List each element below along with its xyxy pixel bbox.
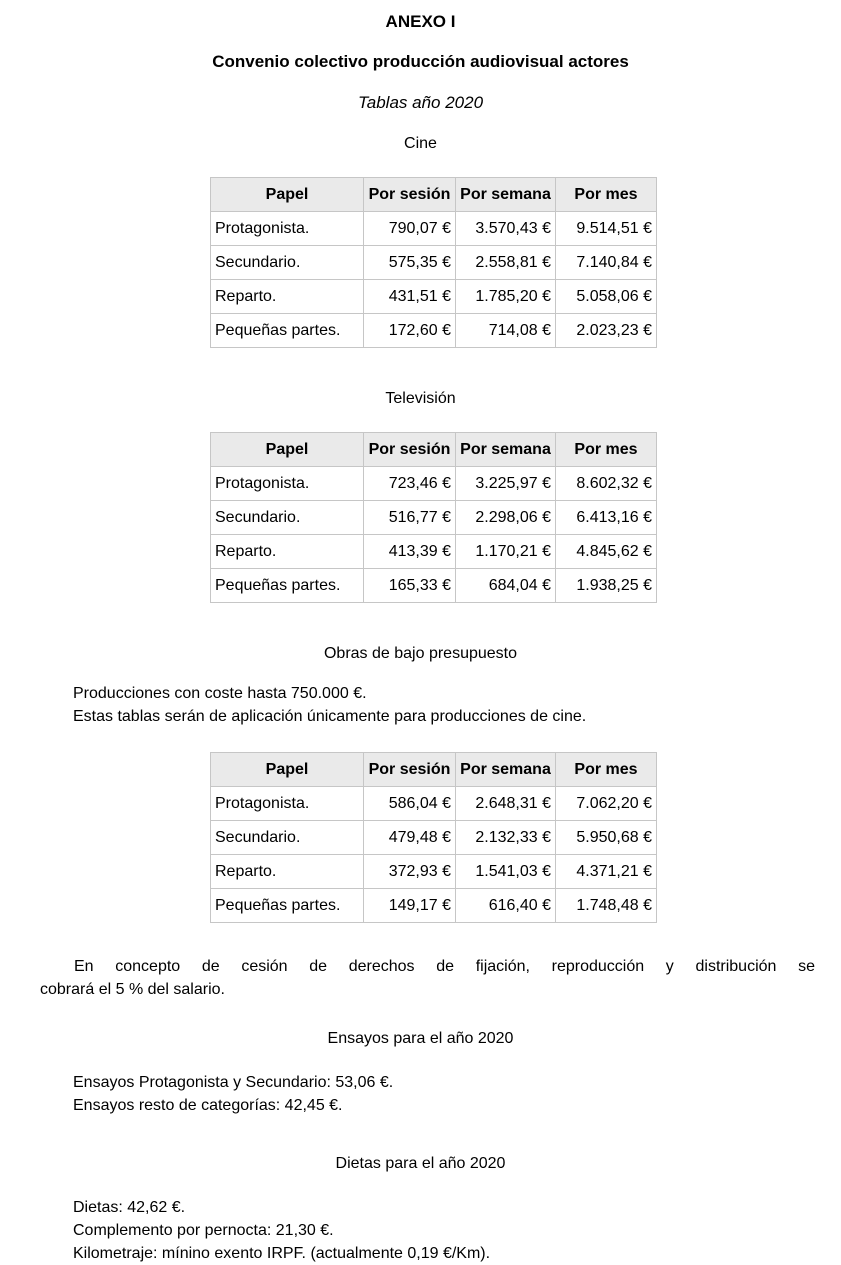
table-header-row <box>211 178 657 212</box>
sesion-cell: 413,39 € <box>364 535 456 569</box>
table-row <box>211 535 657 569</box>
papel-cell: Secundario. <box>211 246 364 280</box>
column-header-papel: Papel <box>211 753 364 787</box>
semana-cell: 2.648,31 € <box>456 787 556 821</box>
semana-cell: 2.132,33 € <box>456 821 556 855</box>
semana-cell: 2.558,81 € <box>456 246 556 280</box>
column-header-mes: Por mes <box>556 753 657 787</box>
dietas-list <box>73 1196 841 1265</box>
ensayos-list <box>73 1071 841 1117</box>
sesion-cell: 516,77 € <box>364 501 456 535</box>
mes-cell: 1.938,25 € <box>556 569 657 603</box>
table-row <box>211 314 657 348</box>
sesion-cell: 586,04 € <box>364 787 456 821</box>
column-header-mes: Por mes <box>556 433 657 467</box>
semana-cell: 2.298,06 € <box>456 501 556 535</box>
cine-table <box>210 177 657 348</box>
mes-cell: 6.413,16 € <box>556 501 657 535</box>
table-row <box>211 889 657 923</box>
table-header-row <box>211 433 657 467</box>
papel-cell: Reparto. <box>211 535 364 569</box>
sesion-cell: 723,46 € <box>364 467 456 501</box>
column-header-sesion: Por sesión <box>364 178 456 212</box>
papel-cell: Pequeñas partes. <box>211 569 364 603</box>
bajo-presupuesto-intro <box>73 682 841 728</box>
semana-cell: 1.541,03 € <box>456 855 556 889</box>
column-header-papel: Papel <box>211 178 364 212</box>
sesion-cell: 172,60 € <box>364 314 456 348</box>
sesion-cell: 149,17 € <box>364 889 456 923</box>
sesion-cell: 575,35 € <box>364 246 456 280</box>
table-row <box>211 855 657 889</box>
papel-cell: Secundario. <box>211 821 364 855</box>
mes-cell: 4.371,21 € <box>556 855 657 889</box>
dietas-line-dietas: Dietas: 42,62 €. <box>73 1199 186 1216</box>
semana-cell: 3.225,97 € <box>456 467 556 501</box>
table-row <box>211 246 657 280</box>
table-row <box>211 569 657 603</box>
column-header-papel: Papel <box>211 433 364 467</box>
sesion-cell: 790,07 € <box>364 212 456 246</box>
intro-line-coste: Producciones con coste hasta 750.000 €. <box>73 685 367 702</box>
document-subtitle: Convenio colectivo producción audiovisual actores <box>212 52 629 71</box>
derechos-line-1: En concepto de cesión de derechos de fijación, reproducción y distribución se <box>74 958 815 975</box>
mes-cell: 2.023,23 € <box>556 314 657 348</box>
table-row <box>211 501 657 535</box>
sesion-cell: 165,33 € <box>364 569 456 603</box>
papel-cell: Reparto. <box>211 855 364 889</box>
semana-cell: 3.570,43 € <box>456 212 556 246</box>
column-header-semana: Por semana <box>456 433 556 467</box>
semana-cell: 684,04 € <box>456 569 556 603</box>
television-table <box>210 432 657 603</box>
ensayos-line-resto: Ensayos resto de categorías: 42,45 €. <box>73 1097 343 1114</box>
papel-cell: Pequeñas partes. <box>211 889 364 923</box>
ensayos-line-protagonista: Ensayos Protagonista y Secundario: 53,06 €. <box>73 1074 394 1091</box>
mes-cell: 5.950,68 € <box>556 821 657 855</box>
column-header-semana: Por semana <box>456 753 556 787</box>
papel-cell: Protagonista. <box>211 467 364 501</box>
mes-cell: 5.058,06 € <box>556 280 657 314</box>
semana-cell: 1.170,21 € <box>456 535 556 569</box>
section-heading-bajo-presupuesto: Obras de bajo presupuesto <box>323 645 517 662</box>
table-row <box>211 212 657 246</box>
papel-cell: Pequeñas partes. <box>211 314 364 348</box>
intro-line-aplicacion: Estas tablas serán de aplicación únicamente para producciones de cine. <box>73 708 587 725</box>
column-header-sesion: Por sesión <box>364 753 456 787</box>
section-heading-television: Televisión <box>385 390 456 407</box>
papel-cell: Protagonista. <box>211 787 364 821</box>
papel-cell: Secundario. <box>211 501 364 535</box>
section-heading-cine: Cine <box>404 135 437 152</box>
mes-cell: 7.140,84 € <box>556 246 657 280</box>
dietas-line-pernocta: Complemento por pernocta: 21,30 €. <box>73 1222 334 1239</box>
dietas-line-kilometraje: Kilometraje: mínino exento IRPF. (actualmente 0,19 €/Km). <box>73 1245 491 1262</box>
sesion-cell: 372,93 € <box>364 855 456 889</box>
papel-cell: Protagonista. <box>211 212 364 246</box>
derechos-line-2: cobrará el 5 % del salario. <box>40 981 225 998</box>
table-row <box>211 821 657 855</box>
section-heading-ensayos: Ensayos para el año 2020 <box>327 1030 514 1047</box>
tables-year-heading: Tablas año 2020 <box>357 93 484 112</box>
page-title: ANEXO I <box>385 12 456 31</box>
column-header-mes: Por mes <box>556 178 657 212</box>
mes-cell: 4.845,62 € <box>556 535 657 569</box>
table-row <box>211 467 657 501</box>
bajo-presupuesto-table <box>210 752 657 923</box>
sesion-cell: 479,48 € <box>364 821 456 855</box>
sesion-cell: 431,51 € <box>364 280 456 314</box>
semana-cell: 616,40 € <box>456 889 556 923</box>
mes-cell: 1.748,48 € <box>556 889 657 923</box>
semana-cell: 1.785,20 € <box>456 280 556 314</box>
papel-cell: Reparto. <box>211 280 364 314</box>
column-header-sesion: Por sesión <box>364 433 456 467</box>
table-row <box>211 280 657 314</box>
section-heading-dietas: Dietas para el año 2020 <box>335 1155 506 1172</box>
mes-cell: 8.602,32 € <box>556 467 657 501</box>
mes-cell: 9.514,51 € <box>556 212 657 246</box>
column-header-semana: Por semana <box>456 178 556 212</box>
mes-cell: 7.062,20 € <box>556 787 657 821</box>
semana-cell: 714,08 € <box>456 314 556 348</box>
table-row <box>211 787 657 821</box>
table-header-row <box>211 753 657 787</box>
derechos-paragraph <box>0 955 841 1001</box>
